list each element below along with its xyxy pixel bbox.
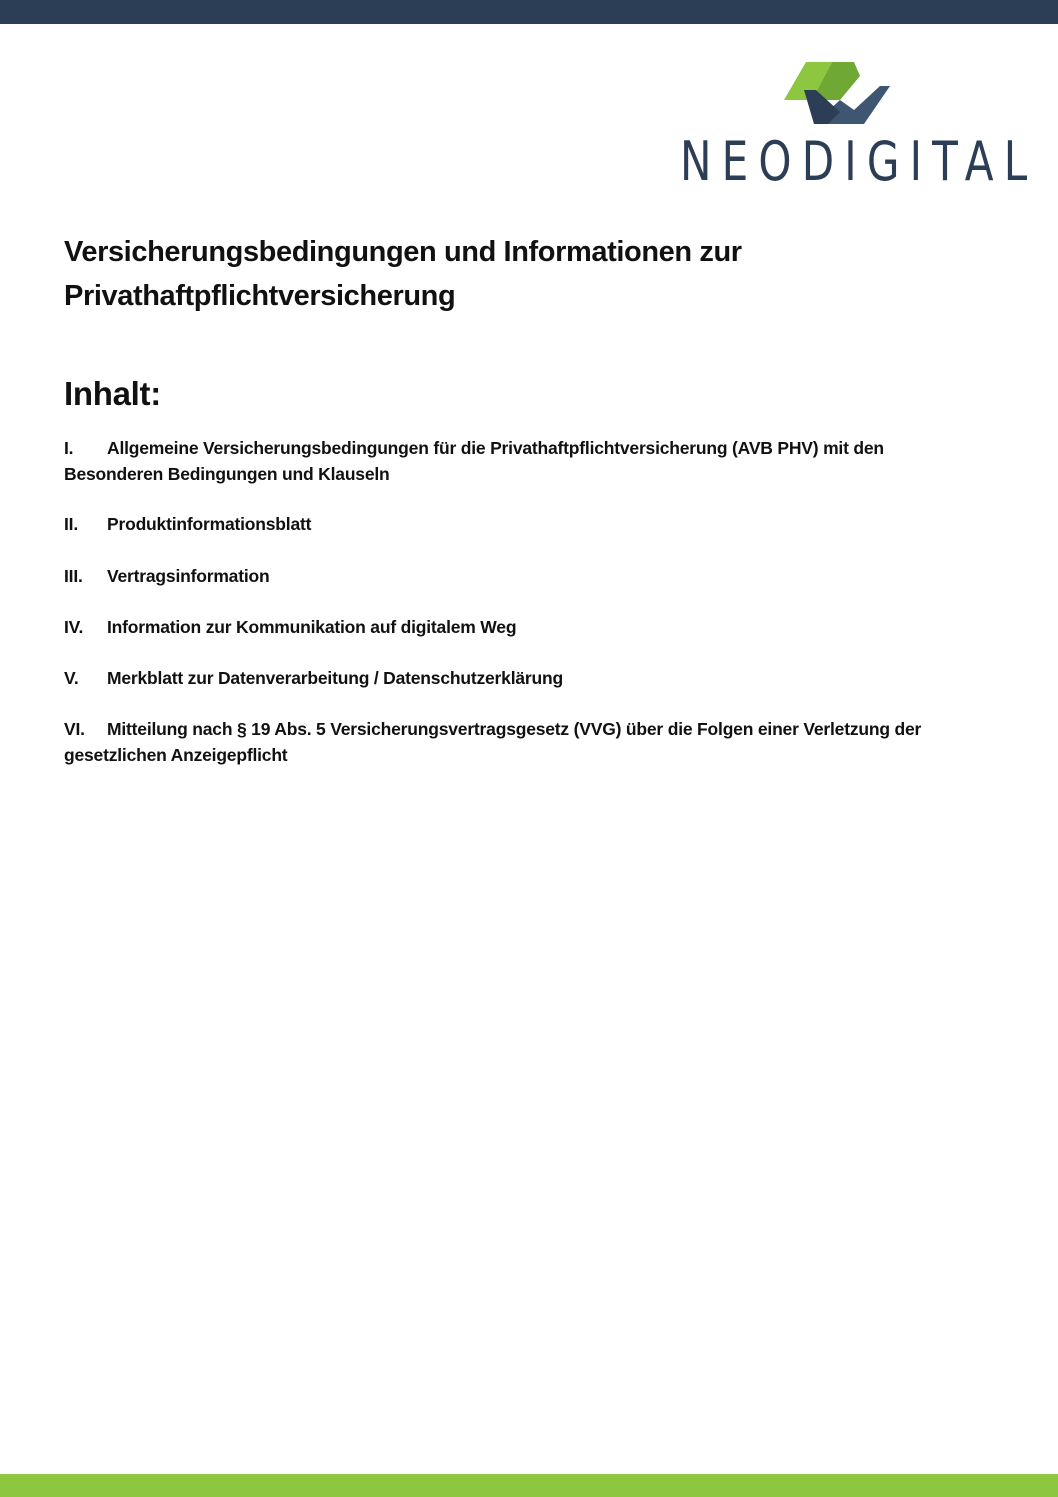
document-title: Versicherungsbedingungen und Informationen zur Privathaftpflichtversicherung <box>64 236 742 312</box>
toc-item-number: VI. <box>64 719 85 739</box>
toc-item-text: Merkblatt zur Datenverarbeitung / Datenschutzerklärung <box>107 668 563 688</box>
toc-item-3 <box>64 563 964 589</box>
toc-heading: Inhalt: <box>64 375 161 412</box>
toc-item-number: II. <box>64 514 78 534</box>
toc-item-text: Produktinformationsblatt <box>107 514 312 534</box>
toc-item-text: Information zur Kommunikation auf digitalem Weg <box>107 617 517 637</box>
logo-wordmark: NEODIGITAL <box>680 130 1038 193</box>
toc-item-6 <box>64 716 964 768</box>
toc-item-5 <box>64 665 964 691</box>
toc-item-number: IV. <box>64 617 84 637</box>
toc-item-number: I. <box>64 438 74 458</box>
neodigital-logo <box>676 60 1038 195</box>
toc-item-2 <box>64 511 964 537</box>
toc-item-text: Mitteilung nach § 19 Abs. 5 Versicherungsvertragsgesetz (VVG) über die Folgen einer Verletzung der gesetzlichen Anzeigepflicht <box>64 719 922 765</box>
bottom-footer-bar <box>0 1474 1058 1497</box>
toc-item-1 <box>64 435 964 487</box>
top-header-bar <box>0 0 1058 24</box>
toc-item-text: Allgemeine Versicherungsbedingungen für die Privathaftpflichtversicherung (AVB PHV) mit den Besonderen Bedingungen und Klauseln <box>64 438 884 484</box>
neodigital-logo-mark-icon <box>784 60 890 126</box>
toc-item-number: V. <box>64 668 79 688</box>
toc-item-text: Vertragsinformation <box>107 566 270 586</box>
toc-item-4 <box>64 614 964 640</box>
toc-item-number: III. <box>64 566 83 586</box>
